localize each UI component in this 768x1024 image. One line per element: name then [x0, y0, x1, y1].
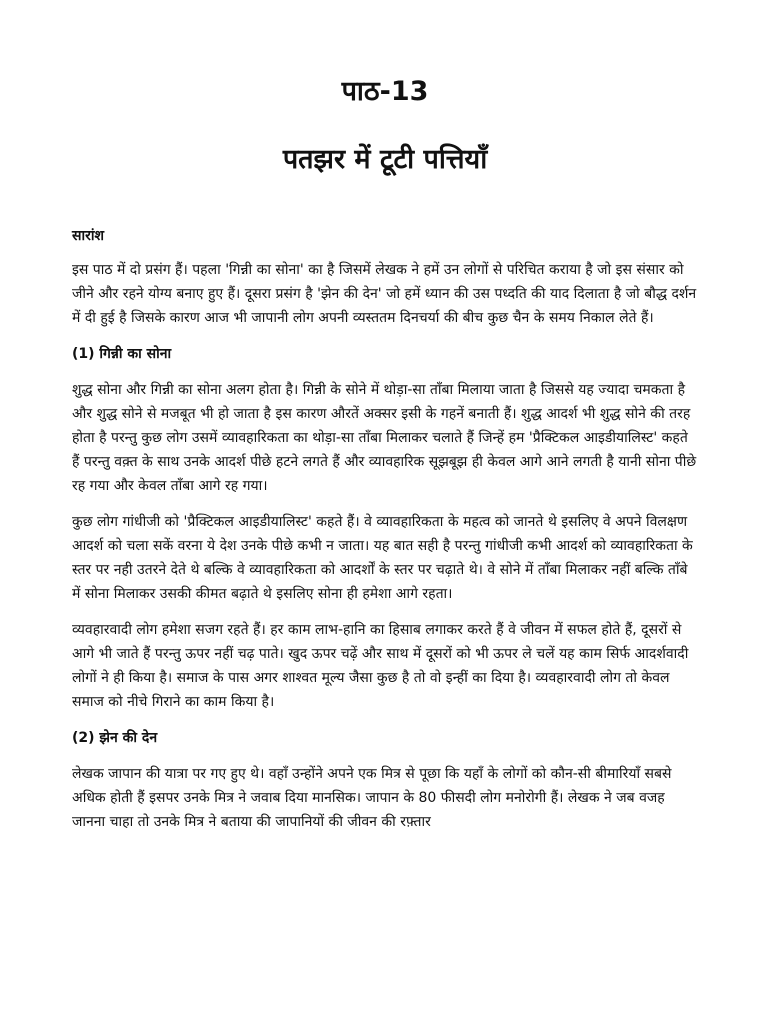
section2-paragraph-1: लेखक जापान की यात्रा पर गए हुए थे। वहाँ उन्होंने अपने एक मित्र से पूछा कि यहाँ के लोगों को कौन-सी बीमारियाँ सबसे अधिक होती हैं इसपर उनके मित्र ने जवाब दिया मानसिक। जापान के 80 फीसदी लोग मनोरोगी हैं। लेखक ने जब वजह जानना चाहा तो उनके मित्र ने बताया की जापानियों की जीवन की रफ़्तार: [72, 766, 672, 830]
section-heading-ginni-ka-sona: (1) गिन्नी का सोना: [72, 346, 172, 362]
summary-paragraph: इस पाठ में दो प्रसंग हैं। पहला 'गिन्नी का सोना' का है जिसमें लेखक ने हमें उन लोगों से परिचित कराया है जो इस संसार को जीने और रहने योग्य बनाए हुए हैं। दूसरा प्रसंग है 'झेन की देन' जो हमें ध्यान की उस पध्दति की याद दिलाता है जो बौद्ध दर्शन में दी हुई है जिसके कारण आज भी जापानी लोग अपनी व्यस्ततम दिनचर्या की बीच कुछ चैन के समय निकाल लेते हैं।: [72, 262, 697, 326]
section1-paragraph-1: शुद्ध सोना और गिन्नी का सोना अलग होता है। गिन्नी के सोने में थोड़ा-सा ताँबा मिलाया जाता है जिससे यह ज्यादा चमकता है और शुद्ध सोने से मजबूत भी हो जाता है इस कारण औरतें अक्सर इसी के गहनें बनाती हैं। शुद्ध आदर्श भी शुद्ध सोने की तरह होता है परन्तु कुछ लोग उसमें व्यावहारिकता का थोड़ा-सा ताँबा मिलाकर चलाते हैं जिन्हें हम 'प्रैक्टिकल आइडीयालिस्ट' कहते हैं परन्तु वक़्त के साथ उनके आदर्श पीछे हटने लगते हैं और व्यावहारिक सूझबूझ ही केवल आगे आने लगती है यानी सोना पीछे रह गया और केवल ताँबा आगे रह गया।: [72, 382, 697, 494]
chapter-title: पतझर में टूटी पत्तियाँ: [282, 144, 488, 175]
section1-paragraph-2: कुछ लोग गांधीजी को 'प्रैक्टिकल आइडीयालिस्ट' कहते हैं। वे व्यावहारिकता के महत्व को जानते थे इसलिए वे अपने विलक्षण आदर्श को चला सकें वरना ये देश उनके पीछे कभी न जाता। यह बात सही है परन्तु गांधीजी कभी आदर्श को व्यावहारिकता के स्तर पर नही उतरने देते थे बल्कि वे व्यावहारिकता को आदर्शों के स्तर पर चढ़ाते थे। वे सोने में ताँबा मिलाकर नहीं बल्कि ताँबे में सोना मिलाकर उसकी कीमत बढ़ाते थे इसलिए सोना ही हमेशा आगे रहता।: [72, 514, 693, 602]
chapter-number: पाठ-13: [341, 76, 429, 107]
summary-heading: सारांश: [72, 228, 104, 244]
section-heading-zen-ki-den: (2) झेन की देन: [72, 730, 158, 746]
section1-paragraph-3: व्यवहारवादी लोग हमेशा सजग रहते हैं। हर काम लाभ-हानि का हिसाब लगाकर करते हैं वे जीवन में सफल होते हैं, दूसरों से आगे भी जाते हैं परन्तु ऊपर नहीं चढ़ पाते। खुद ऊपर चढ़ें और साथ में दूसरों को भी ऊपर ले चलें यह काम सिर्फ आदर्शवादी लोगों ने ही किया है। समाज के पास अगर शाश्वत मूल्य जैसा कुछ है तो वो इन्हीं का दिया है। व्यवहारवादी लोग तो केवल समाज को नीचे गिराने का काम किया है।: [72, 622, 689, 710]
